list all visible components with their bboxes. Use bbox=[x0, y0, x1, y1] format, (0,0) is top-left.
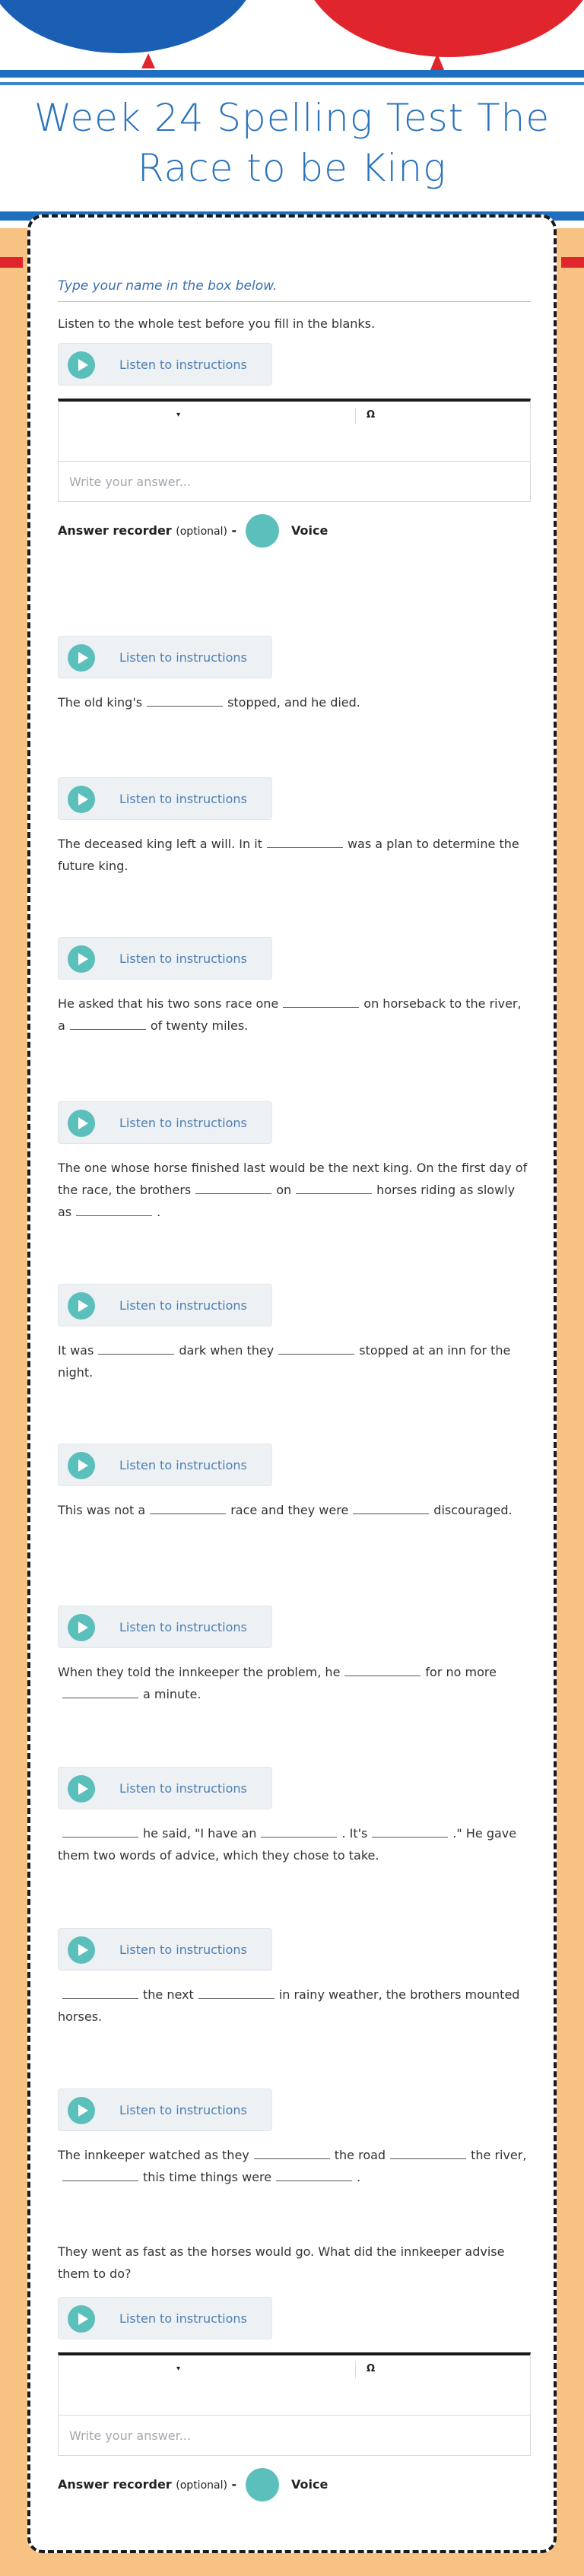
fill-in-blank[interactable] bbox=[76, 1205, 152, 1216]
listen-label: Listen to instructions bbox=[119, 1116, 247, 1130]
listen-label: Listen to instructions bbox=[119, 1458, 247, 1472]
play-icon[interactable] bbox=[68, 2097, 95, 2124]
toolbar-divider bbox=[355, 408, 356, 424]
fill-in-blank[interactable] bbox=[195, 1183, 271, 1194]
question-fragment: the river, bbox=[471, 2148, 527, 2162]
record-voice-button[interactable] bbox=[246, 514, 279, 548]
question-text bbox=[58, 1661, 531, 1705]
fill-in-blank[interactable] bbox=[344, 1666, 421, 1676]
play-icon[interactable] bbox=[68, 786, 95, 813]
fill-in-blank[interactable] bbox=[390, 2149, 466, 2159]
fill-in-blank[interactable] bbox=[296, 1183, 372, 1194]
listen-instructions-button[interactable] bbox=[58, 2297, 272, 2339]
question-fragment: stopped at an inn for the night. bbox=[58, 1343, 511, 1380]
fill-in-blank[interactable] bbox=[62, 1827, 138, 1838]
question-fragment: discouraged. bbox=[433, 1503, 513, 1517]
final-question-text: They went as fast as the horses would go. What did the innkeeper advise them to do? bbox=[58, 2244, 505, 2281]
listen-label: Listen to instructions bbox=[119, 1942, 247, 1957]
question-text bbox=[58, 2144, 531, 2188]
fill-in-blank[interactable] bbox=[150, 1504, 226, 1514]
fill-in-blank[interactable] bbox=[372, 1827, 448, 1838]
question-text bbox=[58, 691, 531, 713]
question-fragment: The innkeeper watched as they bbox=[58, 2148, 249, 2162]
record-voice-button[interactable] bbox=[246, 2468, 279, 2501]
question-fragment: . bbox=[157, 1205, 161, 1219]
special-char-icon[interactable]: Ω bbox=[367, 2363, 376, 2374]
play-icon[interactable] bbox=[68, 945, 95, 973]
question-fragment: on horseback to the river, a bbox=[58, 996, 522, 1033]
question-fragment: When they told the innkeeper the problem, he bbox=[58, 1665, 341, 1679]
answer-placeholder: Write your answer... bbox=[69, 475, 191, 489]
fill-in-blank[interactable] bbox=[261, 1827, 337, 1838]
listen-instructions-button[interactable] bbox=[58, 1928, 272, 1971]
page-title: Week 24 Spelling Test The Race to be King bbox=[33, 96, 551, 190]
answer-placeholder: Write your answer... bbox=[69, 2428, 191, 2443]
fill-in-blank[interactable] bbox=[147, 696, 223, 707]
play-icon[interactable] bbox=[68, 1614, 95, 1641]
listen-instructions-button[interactable] bbox=[58, 1444, 272, 1486]
question-fragment: The deceased king left a will. In it bbox=[58, 837, 262, 851]
question-text bbox=[58, 1499, 531, 1521]
fill-in-blank[interactable] bbox=[62, 1988, 138, 1999]
fill-in-blank[interactable] bbox=[353, 1504, 429, 1514]
question-fragment: race and they were bbox=[230, 1503, 349, 1517]
listen-label: Listen to instructions bbox=[119, 1781, 247, 1796]
question-fragment: . bbox=[357, 2170, 361, 2184]
question-fragment: He asked that his two sons race one bbox=[58, 996, 279, 1011]
listen-instructions-button[interactable] bbox=[58, 1767, 272, 1809]
question-fragment: dark when they bbox=[179, 1343, 275, 1358]
balloon-knot bbox=[430, 53, 444, 70]
question-fragment: on bbox=[276, 1183, 292, 1197]
question-fragment: It was bbox=[58, 1343, 94, 1358]
question-fragment: was a plan to determine the future king. bbox=[58, 837, 519, 873]
special-char-icon[interactable]: Ω bbox=[367, 409, 376, 421]
listen-label: Listen to instructions bbox=[119, 2103, 247, 2117]
question-text bbox=[58, 1984, 531, 2028]
listen-instructions-button[interactable] bbox=[58, 1606, 272, 1648]
voice-label: Voice bbox=[291, 2477, 328, 2492]
decor-flag bbox=[0, 257, 23, 268]
balloon-knot bbox=[141, 53, 155, 68]
fill-in-blank[interactable] bbox=[254, 2149, 330, 2159]
toolbar-divider bbox=[355, 2362, 356, 2378]
listen-instructions-button[interactable] bbox=[58, 1101, 272, 1144]
fill-in-blank[interactable] bbox=[62, 1688, 138, 1698]
answer-recorder bbox=[58, 2477, 328, 2492]
listen-label: Listen to instructions bbox=[119, 2311, 247, 2326]
question-fragment: this time things were bbox=[143, 2170, 272, 2184]
recorder-dash: - bbox=[231, 523, 237, 538]
listen-instructions-button[interactable] bbox=[58, 2088, 272, 2131]
question-fragment: the next bbox=[143, 1987, 194, 2002]
question-fragment: he said, "I have an bbox=[143, 1826, 257, 1841]
play-icon[interactable] bbox=[68, 1936, 95, 1964]
fill-in-blank[interactable] bbox=[62, 2171, 138, 2181]
header-stripe bbox=[0, 82, 584, 85]
listen-label: Listen to instructions bbox=[119, 1620, 247, 1634]
header-stripe bbox=[0, 70, 584, 78]
listen-instructions-button[interactable] bbox=[58, 937, 272, 980]
format-dropdown[interactable]: ▾ bbox=[176, 411, 181, 419]
name-input[interactable]: Type your name in the box below. bbox=[58, 278, 278, 294]
fill-in-blank[interactable] bbox=[198, 1988, 275, 1999]
question-fragment: horses riding as slowly as bbox=[58, 1183, 516, 1219]
question-fragment: a minute. bbox=[143, 1687, 202, 1701]
recorder-optional: (optional) bbox=[176, 2479, 227, 2492]
listen-label: Listen to instructions bbox=[119, 357, 247, 372]
question-fragment: ." He gave them two words of advice, which they chose to take. bbox=[58, 1826, 517, 1863]
fill-in-blank[interactable] bbox=[267, 837, 343, 848]
play-icon[interactable] bbox=[68, 1452, 95, 1479]
format-dropdown[interactable]: ▾ bbox=[176, 2365, 181, 2373]
fill-in-blank[interactable] bbox=[98, 1344, 174, 1355]
question-fragment: of twenty miles. bbox=[150, 1018, 249, 1033]
listen-label: Listen to instructions bbox=[119, 650, 247, 665]
fill-in-blank[interactable] bbox=[278, 1344, 354, 1355]
answer-recorder bbox=[58, 523, 328, 538]
question-text bbox=[58, 1339, 531, 1383]
question-text bbox=[58, 993, 531, 1037]
answer-input[interactable] bbox=[58, 2415, 531, 2456]
header-banner bbox=[0, 0, 584, 228]
question-fragment: The one whose horse finished last would be the next king. On the first day of the race, the brothers bbox=[58, 1161, 528, 1197]
play-icon[interactable] bbox=[68, 1292, 95, 1320]
fill-in-blank[interactable] bbox=[276, 2171, 352, 2181]
answer-input[interactable] bbox=[58, 461, 531, 502]
question-fragment: The old king's bbox=[58, 695, 143, 710]
question-fragment: the road bbox=[334, 2148, 386, 2162]
listen-label: Listen to instructions bbox=[119, 951, 247, 966]
recorder-label: Answer recorder bbox=[58, 523, 172, 538]
play-icon[interactable] bbox=[68, 2305, 95, 2333]
question-fragment: stopped, and he died. bbox=[227, 695, 360, 710]
editor-toolbar bbox=[58, 2352, 531, 2415]
play-icon[interactable] bbox=[68, 1775, 95, 1803]
question-fragment: for no more bbox=[425, 1665, 497, 1679]
play-icon[interactable] bbox=[68, 644, 95, 672]
recorder-dash: - bbox=[231, 2477, 237, 2492]
question-text bbox=[58, 1822, 531, 1866]
listen-instructions-button[interactable] bbox=[58, 1284, 272, 1326]
blue-balloon-graphic bbox=[0, 0, 259, 53]
fill-in-blank[interactable] bbox=[70, 1019, 146, 1030]
listen-instructions-button[interactable] bbox=[58, 636, 272, 678]
question-fragment: This was not a bbox=[58, 1503, 146, 1517]
question-text bbox=[58, 1157, 531, 1223]
listen-label: Listen to instructions bbox=[119, 792, 247, 806]
play-icon[interactable] bbox=[68, 1110, 95, 1137]
question-fragment: . It's bbox=[341, 1826, 368, 1841]
intro-text: Listen to the whole test before you fill in the blanks. bbox=[58, 316, 376, 331]
recorder-label: Answer recorder bbox=[58, 2477, 172, 2492]
editor-toolbar bbox=[58, 399, 531, 461]
recorder-optional: (optional) bbox=[176, 526, 227, 538]
red-balloon-graphic bbox=[300, 0, 584, 57]
question-fragment: in rainy weather, the brothers mounted horses. bbox=[58, 1987, 520, 2024]
listen-instructions-button[interactable] bbox=[58, 777, 272, 820]
play-icon[interactable] bbox=[68, 351, 95, 379]
name-input-underline bbox=[58, 301, 531, 302]
listen-label: Listen to instructions bbox=[119, 1298, 247, 1313]
question-text bbox=[58, 833, 531, 877]
worksheet-card bbox=[27, 214, 557, 2553]
voice-label: Voice bbox=[291, 523, 328, 538]
fill-in-blank[interactable] bbox=[283, 997, 359, 1008]
listen-instructions-button[interactable] bbox=[58, 343, 272, 386]
decor-flag bbox=[561, 257, 584, 268]
